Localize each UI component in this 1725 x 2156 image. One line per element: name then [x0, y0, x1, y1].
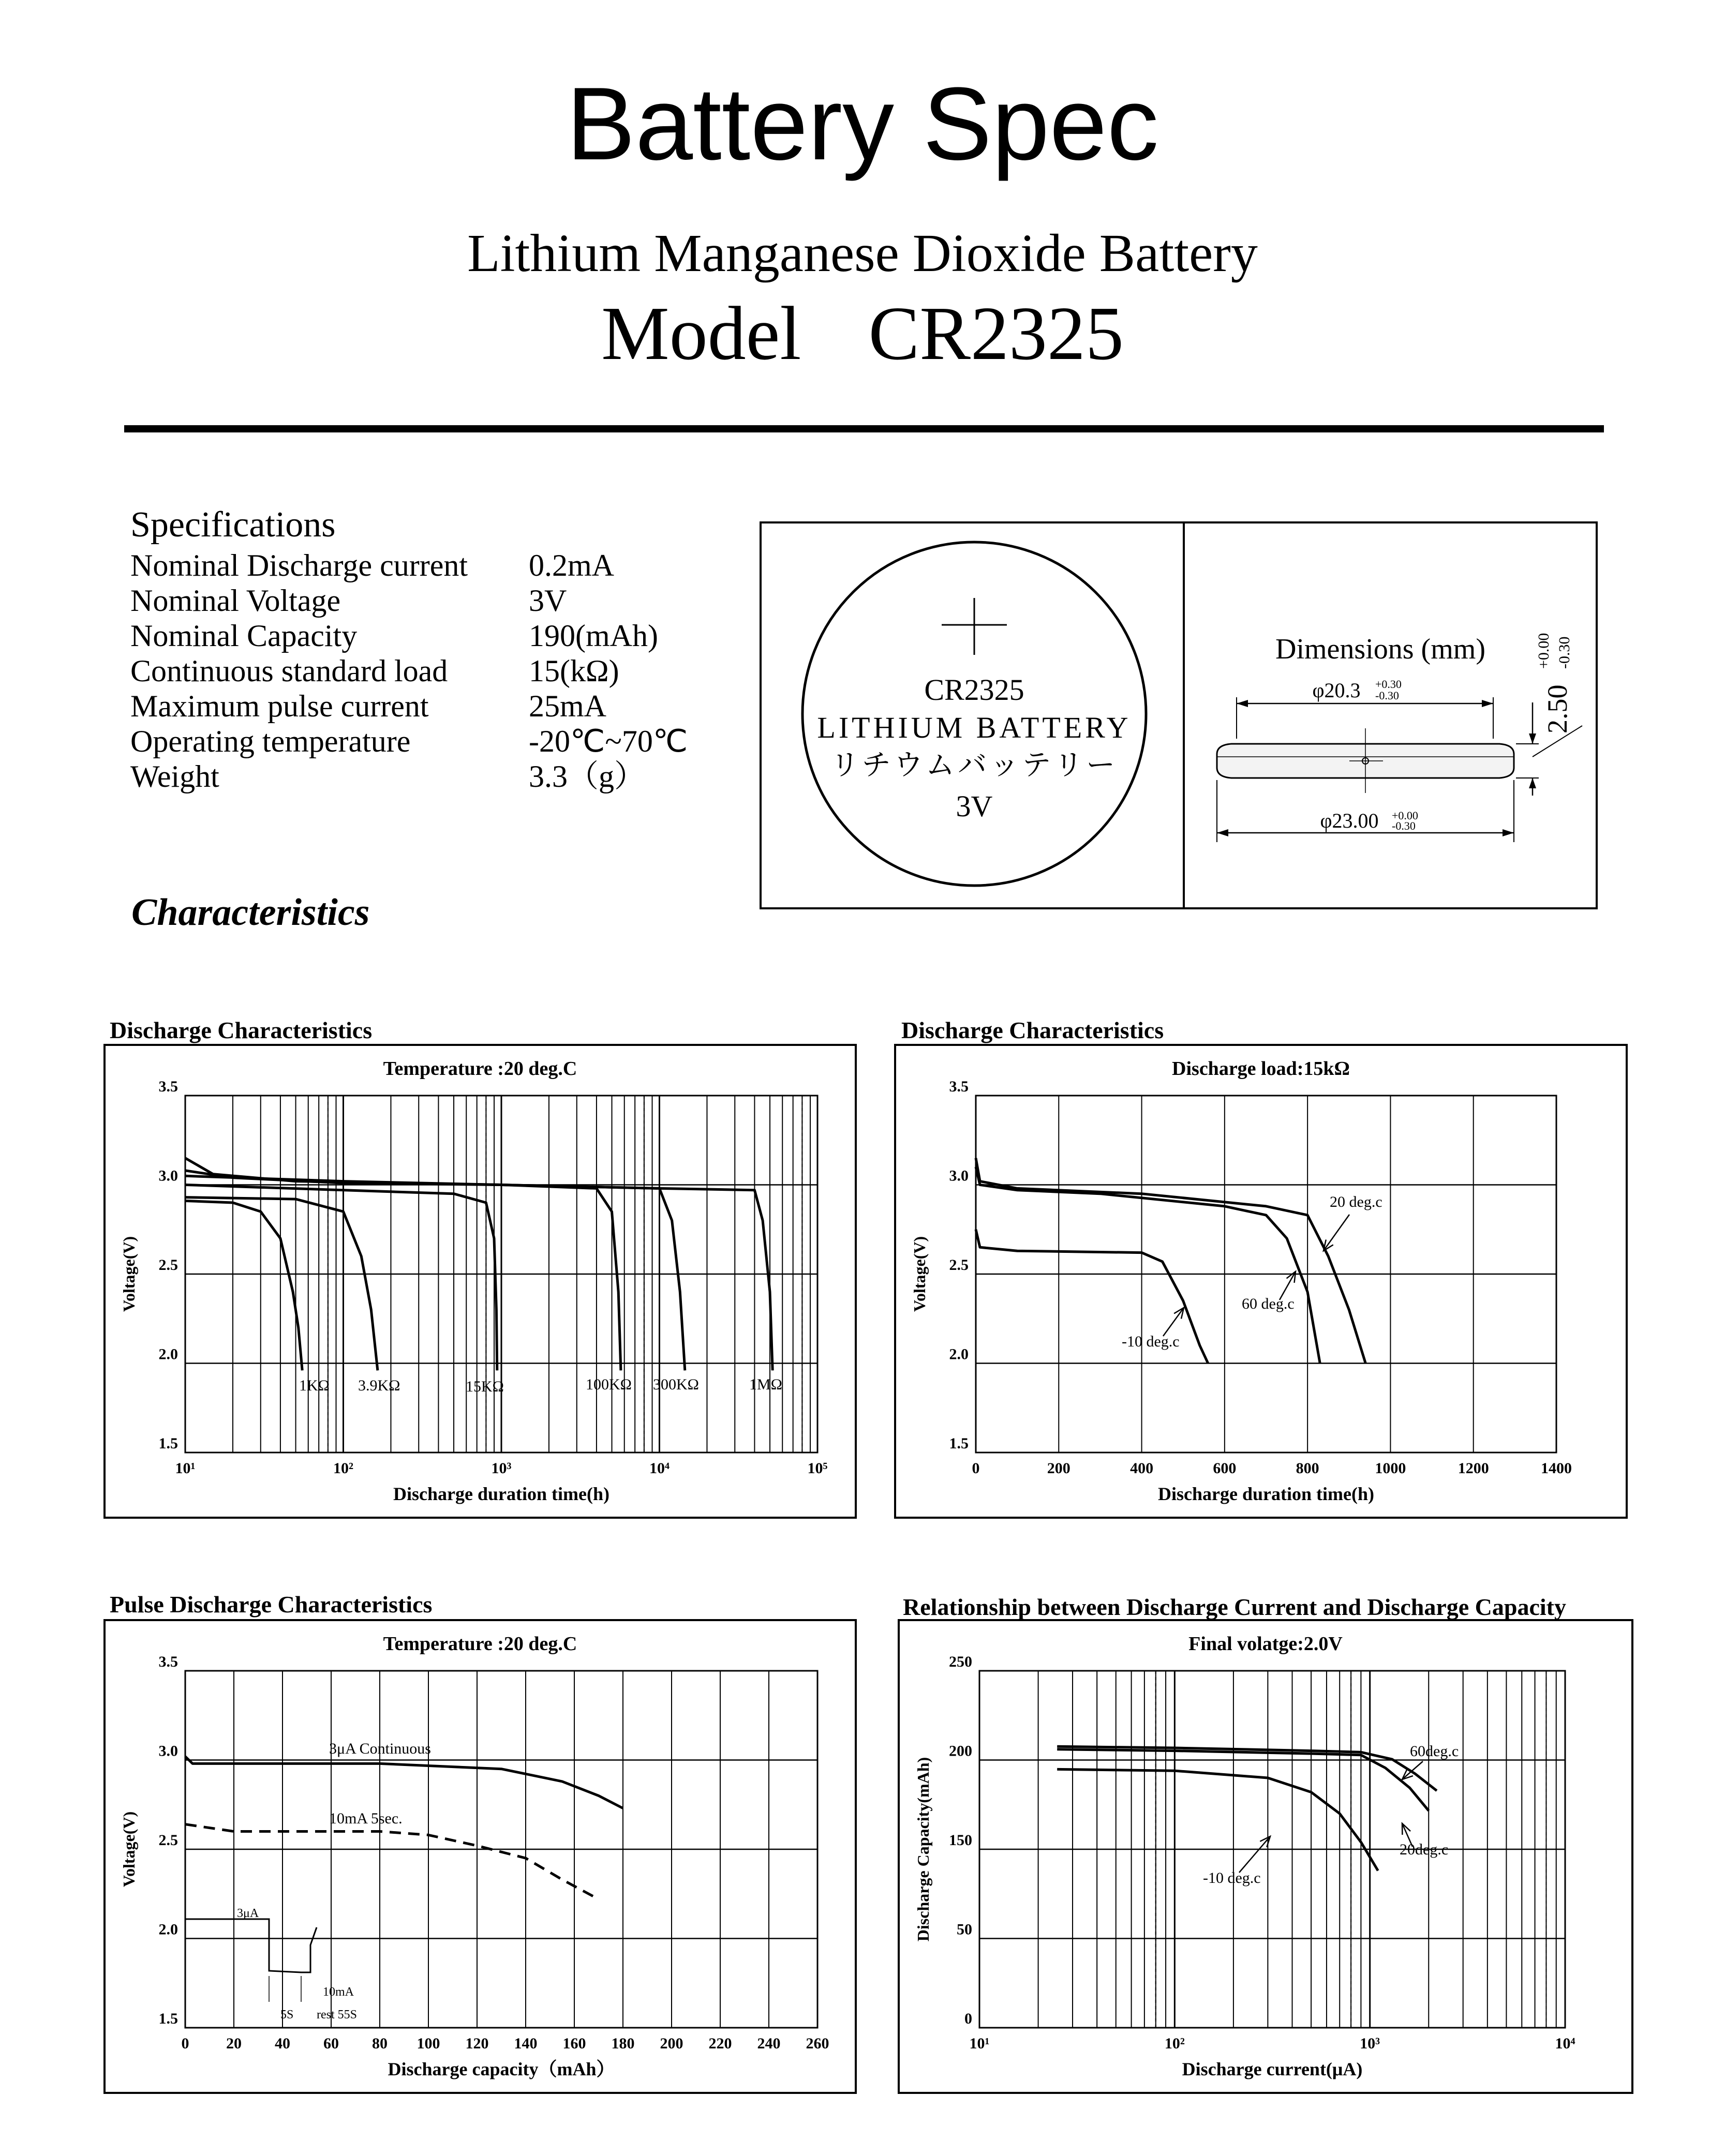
x-tick-label: 80 — [372, 2035, 388, 2052]
y-tick-label: 0 — [964, 2010, 972, 2027]
x-axis-label: Discharge duration time(h) — [1158, 1484, 1374, 1504]
model-line — [0, 290, 1725, 378]
arrow-icon — [1529, 778, 1536, 788]
spec-row — [130, 724, 688, 759]
series-line — [185, 1197, 378, 1371]
spec-value: -20℃~70℃ — [529, 724, 688, 758]
series-line — [185, 1185, 497, 1371]
inner-diameter-label: φ20.3 — [1312, 679, 1361, 702]
y-tick-label: 3.0 — [158, 1742, 178, 1760]
chart-title: Temperature :20 deg.C — [383, 1633, 577, 1655]
y-tick-label: 2.0 — [158, 1921, 178, 1938]
coin-text-japanese: リチウムバッテリー — [830, 750, 1119, 782]
spec-value: 3V — [529, 583, 567, 618]
y-axis-label: Voltage(V) — [120, 1811, 138, 1888]
series-label: 60deg.c — [1410, 1743, 1459, 1760]
chart-frame — [899, 1620, 1632, 2093]
chart-discharge-temperature — [103, 1044, 857, 1519]
series-label: 3.9KΩ — [358, 1377, 400, 1394]
chart-2-heading: Discharge Characteristics — [901, 1017, 1164, 1043]
outer-diameter-label: φ23.00 — [1320, 809, 1379, 832]
y-tick-label: 2.0 — [158, 1345, 178, 1363]
inset-label: 10mA — [323, 1985, 354, 1999]
spec-label: Maximum pulse current — [130, 689, 429, 723]
series-line — [185, 1757, 623, 1808]
x-tick-label: 160 — [562, 2035, 586, 2052]
series-label: 20 deg.c — [1330, 1193, 1382, 1210]
x-tick-label: 10¹ — [175, 1460, 196, 1477]
series-line — [1057, 1769, 1378, 1870]
spec-row — [130, 688, 688, 724]
y-tick-label: 50 — [957, 1921, 972, 1938]
x-tick-label: 180 — [611, 2035, 635, 2052]
x-tick-label: 0 — [972, 1460, 980, 1477]
series-label: 20deg.c — [1400, 1841, 1449, 1858]
x-tick-label: 100 — [417, 2035, 440, 2052]
chart-title: Discharge load:15kΩ — [1172, 1058, 1350, 1080]
spec-row — [130, 759, 688, 794]
spec-value: 15(kΩ) — [529, 654, 619, 688]
inner-tolerance-plus: +0.30 — [1375, 678, 1402, 691]
outer-tolerance-minus: -0.30 — [1392, 819, 1416, 832]
spec-row — [130, 653, 688, 688]
x-tick-label: 800 — [1296, 1460, 1319, 1477]
x-tick-label: 10⁴ — [1555, 2035, 1575, 2052]
x-tick-label: 600 — [1213, 1460, 1237, 1477]
leader-line — [1239, 1836, 1270, 1873]
x-tick-label: 1200 — [1458, 1460, 1489, 1477]
x-tick-label: 120 — [465, 2035, 489, 2052]
series-label: 60 deg.c — [1242, 1295, 1295, 1312]
x-tick-label: 200 — [660, 2035, 683, 2052]
x-axis-label: Discharge duration time(h) — [393, 1484, 609, 1504]
x-tick-label: 0 — [181, 2035, 189, 2052]
inset-label: 5S — [280, 2008, 294, 2022]
x-tick-label: 60 — [323, 2035, 339, 2052]
x-tick-label: 20 — [226, 2035, 242, 2052]
x-tick-label: 1400 — [1541, 1460, 1572, 1477]
y-tick-label: 200 — [949, 1742, 972, 1760]
x-tick-label: 10² — [1164, 2035, 1185, 2052]
y-tick-label: 250 — [949, 1653, 972, 1670]
coin-text-voltage: 3V — [956, 789, 993, 823]
specifications-heading: Specifications — [130, 505, 336, 545]
inset-label: 3μA — [237, 1907, 259, 1920]
spec-row — [130, 583, 688, 618]
series-label: -10 deg.c — [1122, 1333, 1180, 1350]
x-tick-label: 10⁵ — [807, 1460, 828, 1477]
thickness-label: 2.50 — [1542, 684, 1573, 733]
x-axis-label: Discharge capacity（mAh） — [388, 2059, 615, 2079]
x-tick-label: 10¹ — [969, 2035, 990, 2052]
series-line — [185, 1201, 302, 1371]
arrow-icon — [1503, 829, 1514, 836]
arrow-icon — [1217, 829, 1228, 836]
specifications-block — [130, 504, 688, 794]
chart-title: Final volatge:2.0V — [1188, 1633, 1343, 1655]
series-label: 100KΩ — [586, 1376, 632, 1393]
battery-illustration — [760, 521, 1598, 909]
dimensions-title: Dimensions (mm) — [1275, 633, 1485, 665]
spec-label: Weight — [130, 759, 219, 793]
spec-label: Continuous standard load — [130, 654, 448, 688]
y-axis-label: Voltage(V) — [120, 1236, 138, 1312]
x-tick-label: 200 — [1047, 1460, 1070, 1477]
y-tick-label: 1.5 — [158, 1435, 178, 1452]
inner-tolerance-minus: -0.30 — [1375, 689, 1399, 702]
thickness-tolerance-plus: +0.00 — [1535, 633, 1552, 669]
series-line — [185, 1824, 599, 1899]
thickness-tolerance-minus: -0.30 — [1556, 636, 1573, 669]
series-label: 3μA Continuous — [329, 1740, 431, 1757]
leader-line — [1324, 1215, 1349, 1251]
series-label: 1KΩ — [299, 1377, 330, 1394]
chart-discharge-load — [894, 1044, 1628, 1519]
x-tick-label: 10³ — [491, 1460, 512, 1477]
y-tick-label: 2.5 — [158, 1256, 178, 1274]
chart-frame — [895, 1045, 1627, 1518]
x-tick-label: 10² — [333, 1460, 353, 1477]
spec-label: Nominal Discharge current — [130, 548, 468, 582]
chart-3-heading: Pulse Discharge Characteristics — [110, 1591, 433, 1618]
chart-frame — [105, 1045, 856, 1518]
document-subtitle: Lithium Manganese Dioxide Battery — [467, 223, 1258, 283]
pulse-waveform — [185, 1919, 317, 1972]
model-value: CR2325 — [868, 291, 1124, 376]
y-axis-label: Voltage(V) — [910, 1236, 929, 1312]
arrow-icon — [1529, 733, 1536, 744]
y-tick-label: 2.5 — [949, 1256, 969, 1274]
chart-1-heading: Discharge Characteristics — [110, 1017, 373, 1043]
y-tick-label: 2.5 — [158, 1832, 178, 1849]
arrow-icon — [1237, 700, 1248, 707]
x-tick-label: 40 — [275, 2035, 290, 2052]
y-tick-label: 3.0 — [158, 1167, 178, 1185]
series-label: 300KΩ — [653, 1376, 699, 1393]
series-line — [185, 1158, 772, 1371]
arrow-icon — [1482, 700, 1493, 707]
x-tick-label: 260 — [806, 2035, 829, 2052]
chart-current-vs-capacity — [898, 1619, 1633, 2094]
coin-text-type: LITHIUM BATTERY — [817, 711, 1132, 744]
series-line — [185, 1176, 621, 1370]
x-tick-label: 140 — [514, 2035, 538, 2052]
spec-row — [130, 548, 688, 583]
coin-text-model: CR2325 — [924, 673, 1024, 707]
y-tick-label: 2.0 — [949, 1345, 969, 1363]
spec-value: 190(mAh) — [529, 619, 658, 653]
x-tick-label: 1000 — [1375, 1460, 1406, 1477]
y-tick-label: 3.5 — [158, 1078, 178, 1095]
y-tick-label: 1.5 — [949, 1435, 969, 1452]
y-tick-label: 150 — [949, 1832, 972, 1849]
x-axis-label: Discharge current(μA) — [1182, 2059, 1363, 2079]
x-tick-label: 220 — [708, 2035, 732, 2052]
x-tick-label: 10³ — [1360, 2035, 1380, 2052]
series-label: 10mA 5sec. — [329, 1810, 403, 1827]
chart-title: Temperature :20 deg.C — [383, 1058, 577, 1080]
model-label: Model — [601, 291, 801, 376]
spec-label: Nominal Voltage — [130, 583, 341, 618]
header-divider — [124, 425, 1604, 432]
y-tick-label: 3.5 — [949, 1078, 969, 1095]
chart-4-heading: Relationship between Discharge Current and Discharge Capacity — [903, 1594, 1566, 1620]
spec-value: 3.3（g） — [529, 759, 645, 793]
characteristics-heading: Characteristics — [131, 891, 370, 934]
chart-pulse-discharge — [103, 1619, 857, 2094]
series-label: -10 deg.c — [1203, 1869, 1261, 1887]
spec-label: Operating temperature — [130, 724, 411, 758]
spec-value: 0.2mA — [529, 548, 614, 582]
y-tick-label: 3.5 — [158, 1653, 178, 1670]
document-title: Battery Spec — [566, 66, 1159, 182]
chart-frame — [105, 1620, 856, 2093]
series-label: 1MΩ — [749, 1376, 782, 1393]
x-tick-label: 240 — [757, 2035, 781, 2052]
y-tick-label: 3.0 — [949, 1167, 969, 1185]
y-tick-label: 1.5 — [158, 2010, 178, 2027]
spec-value: 25mA — [529, 689, 606, 723]
x-tick-label: 10⁴ — [649, 1460, 670, 1477]
outer-tolerance-plus: +0.00 — [1392, 809, 1418, 822]
spec-label: Nominal Capacity — [130, 619, 358, 653]
arrow-icon — [1287, 1271, 1296, 1283]
y-axis-label: Discharge Capacity(mAh) — [914, 1757, 932, 1942]
inset-label: rest 55S — [317, 2008, 357, 2022]
x-tick-label: 400 — [1130, 1460, 1154, 1477]
series-label: 15KΩ — [466, 1378, 504, 1395]
leader-line — [1163, 1308, 1184, 1336]
series-line — [1057, 1749, 1429, 1811]
spec-row — [130, 618, 688, 653]
